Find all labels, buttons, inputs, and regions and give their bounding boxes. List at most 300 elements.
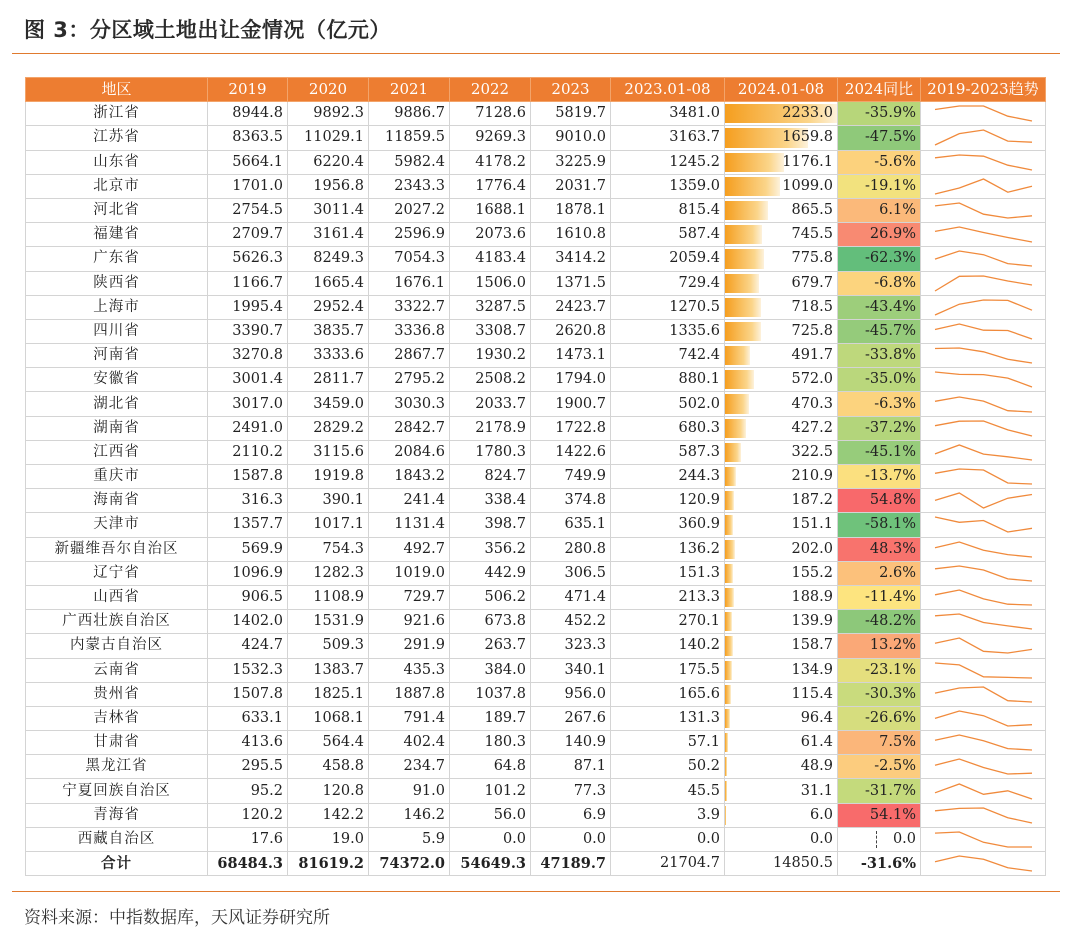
- trend-line: [935, 300, 1032, 315]
- table-row: [26, 465, 1046, 489]
- table-row: [26, 731, 1046, 755]
- bar-cell: [725, 513, 838, 537]
- bar-value: 155.2: [791, 564, 833, 581]
- yoy-cell: -43.4%: [838, 295, 921, 319]
- yoy-cell: -26.6%: [838, 706, 921, 730]
- table-row: [26, 827, 1046, 851]
- value-cell: 1166.7: [208, 271, 288, 295]
- trend-cell: [921, 682, 1046, 706]
- trend-line: [935, 251, 1032, 266]
- value-cell: 64.8: [450, 755, 531, 779]
- data-bar: [725, 564, 733, 583]
- table-body: [26, 102, 1046, 876]
- value-cell: 165.6: [611, 682, 725, 706]
- data-bar: [725, 443, 741, 462]
- column-header: 2022: [450, 78, 531, 102]
- bar-cell: [725, 755, 838, 779]
- bar-cell: [725, 658, 838, 682]
- value-cell: 1532.3: [208, 658, 288, 682]
- bar-value: 491.7: [791, 347, 833, 364]
- yoy-cell: 26.9%: [838, 223, 921, 247]
- trend-cell: [921, 174, 1046, 198]
- trend-cell: [921, 779, 1046, 803]
- table-row: [26, 174, 1046, 198]
- region-cell: 山东省: [26, 150, 208, 174]
- trend-line: [935, 542, 1032, 557]
- trend-cell: [921, 561, 1046, 585]
- table-row: [26, 561, 1046, 585]
- value-cell: 1068.1: [288, 706, 369, 730]
- value-cell: 2027.2: [369, 198, 450, 222]
- trend-line: [935, 759, 1032, 774]
- value-cell: 1473.1: [531, 344, 611, 368]
- value-cell: 11859.5: [369, 126, 450, 150]
- yoy-cell: -45.1%: [838, 440, 921, 464]
- value-cell: 509.3: [288, 634, 369, 658]
- value-cell: 3333.6: [288, 344, 369, 368]
- value-cell: 749.9: [531, 465, 611, 489]
- trend-sparkline: [921, 489, 1046, 512]
- value-cell: 3011.4: [288, 198, 369, 222]
- yoy-cell: -6.8%: [838, 271, 921, 295]
- trend-cell: [921, 803, 1046, 827]
- data-bar: [725, 370, 754, 389]
- value-cell: 1359.0: [611, 174, 725, 198]
- value-cell: 1919.8: [288, 465, 369, 489]
- trend-sparkline: [921, 223, 1046, 246]
- trend-sparkline: [921, 199, 1046, 222]
- trend-line: [935, 808, 1032, 823]
- value-cell: 1930.2: [450, 344, 531, 368]
- region-cell: 青海省: [26, 803, 208, 827]
- trend-sparkline: [921, 755, 1046, 778]
- region-cell: 海南省: [26, 489, 208, 513]
- bar-cell: [725, 706, 838, 730]
- trend-sparkline: [921, 126, 1046, 149]
- value-cell: 180.3: [450, 731, 531, 755]
- value-cell: 3459.0: [288, 392, 369, 416]
- value-cell: 267.6: [531, 706, 611, 730]
- value-cell: 1531.9: [288, 610, 369, 634]
- value-cell: 8363.5: [208, 126, 288, 150]
- data-bar: [725, 346, 750, 365]
- trend-cell: [921, 319, 1046, 343]
- trend-sparkline: [921, 417, 1046, 440]
- trend-line: [935, 517, 1032, 532]
- yoy-cell: -31.6%: [838, 852, 921, 876]
- region-cell: 山西省: [26, 585, 208, 609]
- value-cell: 151.3: [611, 561, 725, 585]
- table-row: [26, 102, 1046, 126]
- region-cell: 上海市: [26, 295, 208, 319]
- trend-sparkline: [921, 465, 1046, 488]
- trend-cell: [921, 465, 1046, 489]
- value-cell: 146.2: [369, 803, 450, 827]
- bar-value: 470.3: [791, 395, 833, 412]
- value-cell: 2952.4: [288, 295, 369, 319]
- value-cell: 1887.8: [369, 682, 450, 706]
- bar-cell: [725, 174, 838, 198]
- value-cell: 77.3: [531, 779, 611, 803]
- value-cell: 635.1: [531, 513, 611, 537]
- value-cell: 1335.6: [611, 319, 725, 343]
- value-cell: 2795.2: [369, 368, 450, 392]
- trend-cell: [921, 440, 1046, 464]
- total-row: [26, 852, 1046, 876]
- value-cell: 921.6: [369, 610, 450, 634]
- region-cell: 福建省: [26, 223, 208, 247]
- table-row: [26, 319, 1046, 343]
- table-row: [26, 755, 1046, 779]
- trend-line: [935, 324, 1032, 339]
- trend-sparkline: [921, 513, 1046, 536]
- value-cell: 316.3: [208, 489, 288, 513]
- value-cell: 2709.7: [208, 223, 288, 247]
- value-cell: 0.0: [611, 827, 725, 851]
- value-cell: 471.4: [531, 585, 611, 609]
- value-cell: 3270.8: [208, 344, 288, 368]
- value-cell: 3414.2: [531, 247, 611, 271]
- region-cell: 重庆市: [26, 465, 208, 489]
- trend-line: [935, 348, 1032, 363]
- data-bar: [725, 274, 759, 293]
- trend-sparkline: [921, 634, 1046, 657]
- table-row: [26, 682, 1046, 706]
- value-cell: 1282.3: [288, 561, 369, 585]
- value-cell: 2754.5: [208, 198, 288, 222]
- value-cell: 1794.0: [531, 368, 611, 392]
- trend-line: [935, 155, 1032, 170]
- yoy-value: 0.0: [892, 830, 916, 847]
- column-header: 2019: [208, 78, 288, 102]
- value-cell: 9892.3: [288, 102, 369, 126]
- value-cell: 435.3: [369, 658, 450, 682]
- trend-cell: [921, 610, 1046, 634]
- value-cell: 1956.8: [288, 174, 369, 198]
- region-cell: 贵州省: [26, 682, 208, 706]
- value-cell: 6220.4: [288, 150, 369, 174]
- bar-value: 96.4: [800, 709, 833, 726]
- trend-cell: [921, 827, 1046, 851]
- value-cell: 81619.2: [288, 852, 369, 876]
- column-header: 2021: [369, 78, 450, 102]
- value-cell: 241.4: [369, 489, 450, 513]
- trend-cell: [921, 852, 1046, 876]
- value-cell: 323.3: [531, 634, 611, 658]
- trend-line: [935, 445, 1032, 460]
- value-cell: 175.5: [611, 658, 725, 682]
- bar-cell: [725, 150, 838, 174]
- bar-value: 2233.0: [782, 105, 833, 122]
- bar-value: 679.7: [791, 274, 833, 291]
- table-row: [26, 779, 1046, 803]
- region-cell: 吉林省: [26, 706, 208, 730]
- value-cell: 384.0: [450, 658, 531, 682]
- value-cell: 1037.8: [450, 682, 531, 706]
- trend-line: [935, 687, 1032, 702]
- bar-cell: [725, 126, 838, 150]
- value-cell: 356.2: [450, 537, 531, 561]
- bar-cell: [725, 682, 838, 706]
- trend-sparkline: [921, 247, 1046, 270]
- value-cell: 9269.3: [450, 126, 531, 150]
- value-cell: 7054.3: [369, 247, 450, 271]
- bar-value: 188.9: [791, 589, 833, 606]
- data-bar: [725, 588, 734, 607]
- value-cell: 5626.3: [208, 247, 288, 271]
- bar-cell: [725, 198, 838, 222]
- bar-cell: [725, 537, 838, 561]
- value-cell: 2073.6: [450, 223, 531, 247]
- region-cell: 天津市: [26, 513, 208, 537]
- yoy-cell: -35.9%: [838, 102, 921, 126]
- trend-sparkline: [921, 272, 1046, 295]
- trend-line: [935, 227, 1032, 242]
- column-header: 2024.01-08: [725, 78, 838, 102]
- table-row: [26, 706, 1046, 730]
- trend-cell: [921, 658, 1046, 682]
- bar-value: 134.9: [791, 661, 833, 678]
- bar-cell: [725, 561, 838, 585]
- trend-sparkline: [921, 441, 1046, 464]
- trend-line: [935, 614, 1032, 629]
- value-cell: 1506.0: [450, 271, 531, 295]
- value-cell: 3287.5: [450, 295, 531, 319]
- value-cell: 906.5: [208, 585, 288, 609]
- value-cell: 1402.0: [208, 610, 288, 634]
- data-bar: [725, 249, 764, 268]
- bar-value: 139.9: [791, 613, 833, 630]
- value-cell: 2033.7: [450, 392, 531, 416]
- value-cell: 398.7: [450, 513, 531, 537]
- bar-cell: [725, 731, 838, 755]
- region-cell: 黑龙江省: [26, 755, 208, 779]
- value-cell: 91.0: [369, 779, 450, 803]
- value-cell: 3.9: [611, 803, 725, 827]
- bar-cell: [725, 392, 838, 416]
- value-cell: 3835.7: [288, 319, 369, 343]
- value-cell: 50.2: [611, 755, 725, 779]
- value-cell: 2842.7: [369, 416, 450, 440]
- value-cell: 729.7: [369, 585, 450, 609]
- column-header: 2023.01-08: [611, 78, 725, 102]
- value-cell: 2178.9: [450, 416, 531, 440]
- data-bar: [725, 153, 784, 172]
- yoy-cell: -5.6%: [838, 150, 921, 174]
- table-row: [26, 198, 1046, 222]
- trend-cell: [921, 295, 1046, 319]
- value-cell: 101.2: [450, 779, 531, 803]
- value-cell: 360.9: [611, 513, 725, 537]
- region-cell: 江苏省: [26, 126, 208, 150]
- value-cell: 1878.1: [531, 198, 611, 222]
- bar-value: 1176.1: [782, 153, 833, 170]
- value-cell: 2508.2: [450, 368, 531, 392]
- value-cell: 2811.7: [288, 368, 369, 392]
- trend-line: [935, 711, 1032, 726]
- region-cell: 四川省: [26, 319, 208, 343]
- value-cell: 413.6: [208, 731, 288, 755]
- data-bar: [725, 757, 727, 776]
- value-cell: 1245.2: [611, 150, 725, 174]
- value-cell: 442.9: [450, 561, 531, 585]
- value-cell: 131.3: [611, 706, 725, 730]
- yoy-cell: -30.3%: [838, 682, 921, 706]
- table-row: [26, 658, 1046, 682]
- trend-sparkline: [921, 368, 1046, 391]
- yoy-cell: -2.5%: [838, 755, 921, 779]
- value-cell: 633.1: [208, 706, 288, 730]
- table-row: [26, 344, 1046, 368]
- value-cell: 340.1: [531, 658, 611, 682]
- value-cell: 564.4: [288, 731, 369, 755]
- value-cell: 1688.1: [450, 198, 531, 222]
- value-cell: 234.7: [369, 755, 450, 779]
- value-cell: 21704.7: [611, 852, 725, 876]
- top-rule: [12, 53, 1060, 54]
- value-cell: 2620.8: [531, 319, 611, 343]
- value-cell: 5.9: [369, 827, 450, 851]
- value-cell: 1383.7: [288, 658, 369, 682]
- trend-sparkline: [921, 344, 1046, 367]
- value-cell: 729.4: [611, 271, 725, 295]
- value-cell: 306.5: [531, 561, 611, 585]
- value-cell: 452.2: [531, 610, 611, 634]
- value-cell: 74372.0: [369, 852, 450, 876]
- value-cell: 120.9: [611, 489, 725, 513]
- region-cell: 湖北省: [26, 392, 208, 416]
- yoy-cell: -13.7%: [838, 465, 921, 489]
- region-cell: 合计: [26, 852, 208, 876]
- value-cell: 263.7: [450, 634, 531, 658]
- trend-sparkline: [921, 102, 1046, 125]
- value-cell: 11029.1: [288, 126, 369, 150]
- bar-cell: [725, 779, 838, 803]
- value-cell: 1507.8: [208, 682, 288, 706]
- trend-cell: [921, 585, 1046, 609]
- value-cell: 374.8: [531, 489, 611, 513]
- trend-cell: [921, 537, 1046, 561]
- value-cell: 338.4: [450, 489, 531, 513]
- value-cell: 569.9: [208, 537, 288, 561]
- data-bar: [725, 612, 732, 631]
- trend-line: [935, 421, 1032, 436]
- trend-cell: [921, 247, 1046, 271]
- value-cell: 1701.0: [208, 174, 288, 198]
- yoy-cell: -11.4%: [838, 585, 921, 609]
- table-row: [26, 416, 1046, 440]
- data-bar: [725, 394, 749, 413]
- trend-line: [935, 663, 1032, 678]
- value-cell: 824.7: [450, 465, 531, 489]
- yoy-cell: -23.1%: [838, 658, 921, 682]
- trend-line: [935, 179, 1032, 194]
- value-cell: 1780.3: [450, 440, 531, 464]
- bar-value: 718.5: [791, 298, 833, 315]
- value-cell: 280.8: [531, 537, 611, 561]
- table-row: [26, 392, 1046, 416]
- bottom-rule: [12, 891, 1060, 892]
- trend-line: [935, 638, 1032, 653]
- value-cell: 587.4: [611, 223, 725, 247]
- region-cell: 河南省: [26, 344, 208, 368]
- trend-cell: [921, 731, 1046, 755]
- value-cell: 4183.4: [450, 247, 531, 271]
- value-cell: 9010.0: [531, 126, 611, 150]
- value-cell: 291.9: [369, 634, 450, 658]
- data-bar: [725, 201, 768, 220]
- data-bar: [725, 467, 736, 486]
- value-cell: 2867.7: [369, 344, 450, 368]
- column-header: 地区: [26, 78, 208, 102]
- value-cell: 1610.8: [531, 223, 611, 247]
- trend-cell: [921, 513, 1046, 537]
- table-row: [26, 150, 1046, 174]
- trend-sparkline: [921, 659, 1046, 682]
- yoy-cell: -31.7%: [838, 779, 921, 803]
- bar-value: 745.5: [791, 226, 833, 243]
- trend-sparkline: [921, 852, 1046, 875]
- bar-cell: [725, 634, 838, 658]
- region-cell: 广东省: [26, 247, 208, 271]
- region-cell: 西藏自治区: [26, 827, 208, 851]
- bar-value: 1659.8: [782, 129, 833, 146]
- value-cell: 1131.4: [369, 513, 450, 537]
- yoy-cell: 48.3%: [838, 537, 921, 561]
- trend-sparkline: [921, 828, 1046, 851]
- trend-line: [935, 493, 1032, 508]
- trend-line: [935, 832, 1032, 847]
- trend-line: [935, 106, 1032, 121]
- value-cell: 3161.4: [288, 223, 369, 247]
- region-cell: 内蒙古自治区: [26, 634, 208, 658]
- table-row: [26, 126, 1046, 150]
- value-cell: 3017.0: [208, 392, 288, 416]
- header-row: [26, 78, 1046, 102]
- yoy-cell: 13.2%: [838, 634, 921, 658]
- yoy-cell: -19.1%: [838, 174, 921, 198]
- value-cell: 295.5: [208, 755, 288, 779]
- yoy-cell: -45.7%: [838, 319, 921, 343]
- bar-value: 210.9: [791, 468, 833, 485]
- value-cell: 3322.7: [369, 295, 450, 319]
- data-bar: [725, 733, 728, 752]
- trend-sparkline: [921, 683, 1046, 706]
- value-cell: 458.8: [288, 755, 369, 779]
- value-cell: 680.3: [611, 416, 725, 440]
- value-cell: 754.3: [288, 537, 369, 561]
- yoy-cell: 7.5%: [838, 731, 921, 755]
- value-cell: 742.4: [611, 344, 725, 368]
- value-cell: 402.4: [369, 731, 450, 755]
- data-bar: [725, 515, 733, 534]
- table-row: [26, 223, 1046, 247]
- trend-line: [935, 397, 1032, 412]
- value-cell: 9886.7: [369, 102, 450, 126]
- trend-line: [935, 276, 1032, 291]
- table-row: [26, 295, 1046, 319]
- region-cell: 陕西省: [26, 271, 208, 295]
- trend-cell: [921, 489, 1046, 513]
- value-cell: 1371.5: [531, 271, 611, 295]
- yoy-cell: -48.2%: [838, 610, 921, 634]
- value-cell: 213.3: [611, 585, 725, 609]
- value-cell: 0.0: [450, 827, 531, 851]
- value-cell: 2596.9: [369, 223, 450, 247]
- data-bar: [725, 540, 735, 559]
- trend-sparkline: [921, 320, 1046, 343]
- column-header: 2023: [531, 78, 611, 102]
